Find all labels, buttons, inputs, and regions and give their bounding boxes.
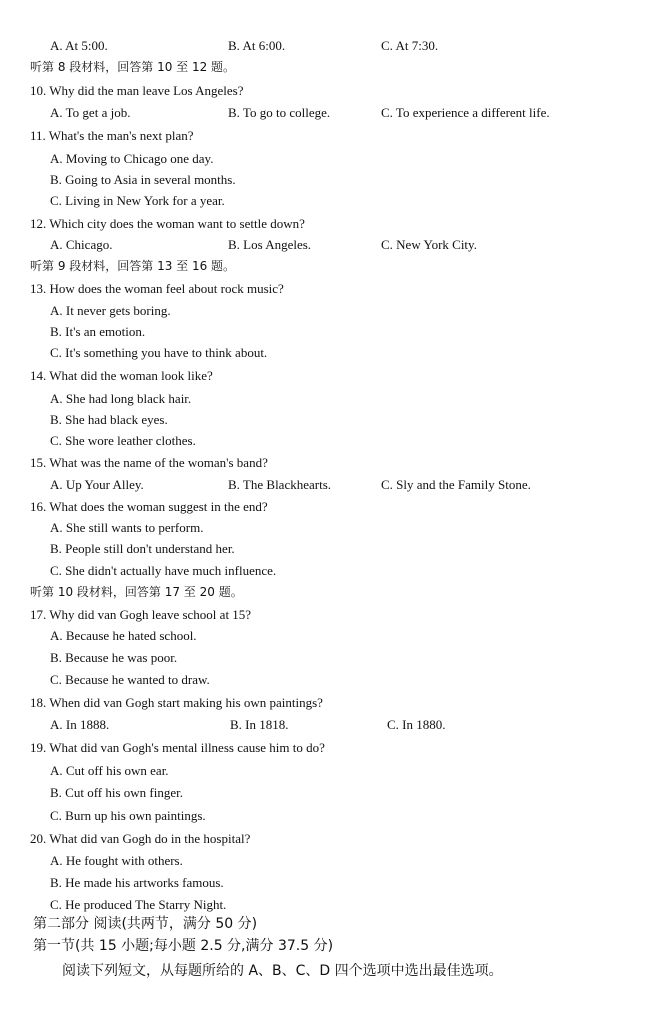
q10-option-c: C. To experience a different life. [381,105,550,120]
section-9-instruction: 听第 9 段材料，回答第 13 至 16 题。 [30,259,236,273]
part-2-section-1-title: 第一节(共 15 小题;每小题 2.5 分,满分 37.5 分) [33,938,334,954]
q19-option-a: A. Cut off his own ear. [50,763,169,778]
q18-option-a: A. In 1888. [50,717,110,732]
q15-option-b: B. The Blackhearts. [228,477,332,492]
q16-option-c: C. She didn't actually have much influence. [50,563,277,578]
q20-option-c: C. He produced The Starry Night. [50,897,227,912]
q12-option-c: C. New York City. [381,237,477,252]
part-2-title: 第二部分 阅读(共两节，满分 50 分) [33,916,258,932]
q20-option-a: A. He fought with others. [50,853,183,868]
q13-option-c: C. It's something you have to think about. [50,345,268,360]
q9-option-b: B. At 6:00. [228,38,286,53]
q11-option-c: C. Living in New York for a year. [50,193,225,208]
question-11: 11. What's the man's next plan? [30,128,194,143]
question-18: 18. When did van Gogh start making his own paintings? [30,695,323,710]
q12-option-a: A. Chicago. [50,237,113,252]
q18-option-c: C. In 1880. [387,717,446,732]
q15-option-c: C. Sly and the Family Stone. [381,477,531,492]
q11-option-a: A. Moving to Chicago one day. [50,151,214,166]
q17-option-a: A. Because he hated school. [50,628,197,643]
q19-option-b: B. Cut off his own finger. [50,785,184,800]
q13-option-b: B. It's an emotion. [50,324,146,339]
q17-option-c: C. Because he wanted to draw. [50,672,210,687]
q13-option-a: A. It never gets boring. [50,303,171,318]
question-17: 17. Why did van Gogh leave school at 15? [30,607,252,622]
q9-option-c: C. At 7:30. [381,38,439,53]
q17-option-b: B. Because he was poor. [50,650,178,665]
q16-option-b: B. People still don't understand her. [50,541,235,556]
section-8-instruction: 听第 8 段材料，回答第 10 至 12 题。 [30,60,236,74]
q19-option-c: C. Burn up his own paintings. [50,808,206,823]
q10-option-b: B. To go to college. [228,105,331,120]
q14-option-c: C. She wore leather clothes. [50,433,196,448]
question-16: 16. What does the woman suggest in the end? [30,499,268,514]
question-15: 15. What was the name of the woman's band? [30,455,268,470]
q10-option-a: A. To get a job. [50,105,131,120]
question-19: 19. What did van Gogh's mental illness cause him to do? [30,740,325,755]
q12-option-b: B. Los Angeles. [228,237,312,252]
q20-option-b: B. He made his artworks famous. [50,875,224,890]
q16-option-a: A. She still wants to perform. [50,520,204,535]
question-10: 10. Why did the man leave Los Angeles? [30,83,244,98]
question-13: 13. How does the woman feel about rock music? [30,281,284,296]
q14-option-b: B. She had black eyes. [50,412,168,427]
q9-option-a: A. At 5:00. [50,38,108,53]
section-10-instruction: 听第 10 段材料，回答第 17 至 20 题。 [30,585,243,599]
q14-option-a: A. She had long black hair. [50,391,192,406]
question-12: 12. Which city does the woman want to settle down? [30,216,305,231]
q15-option-a: A. Up Your Alley. [50,477,144,492]
part-2-instruction: 阅读下列短文，从每题所给的 A、B、C、D 四个选项中选出最佳选项。 [62,963,503,979]
question-14: 14. What did the woman look like? [30,368,213,383]
q11-option-b: B. Going to Asia in several months. [50,172,236,187]
q18-option-b: B. In 1818. [230,717,289,732]
question-20: 20. What did van Gogh do in the hospital? [30,831,251,846]
